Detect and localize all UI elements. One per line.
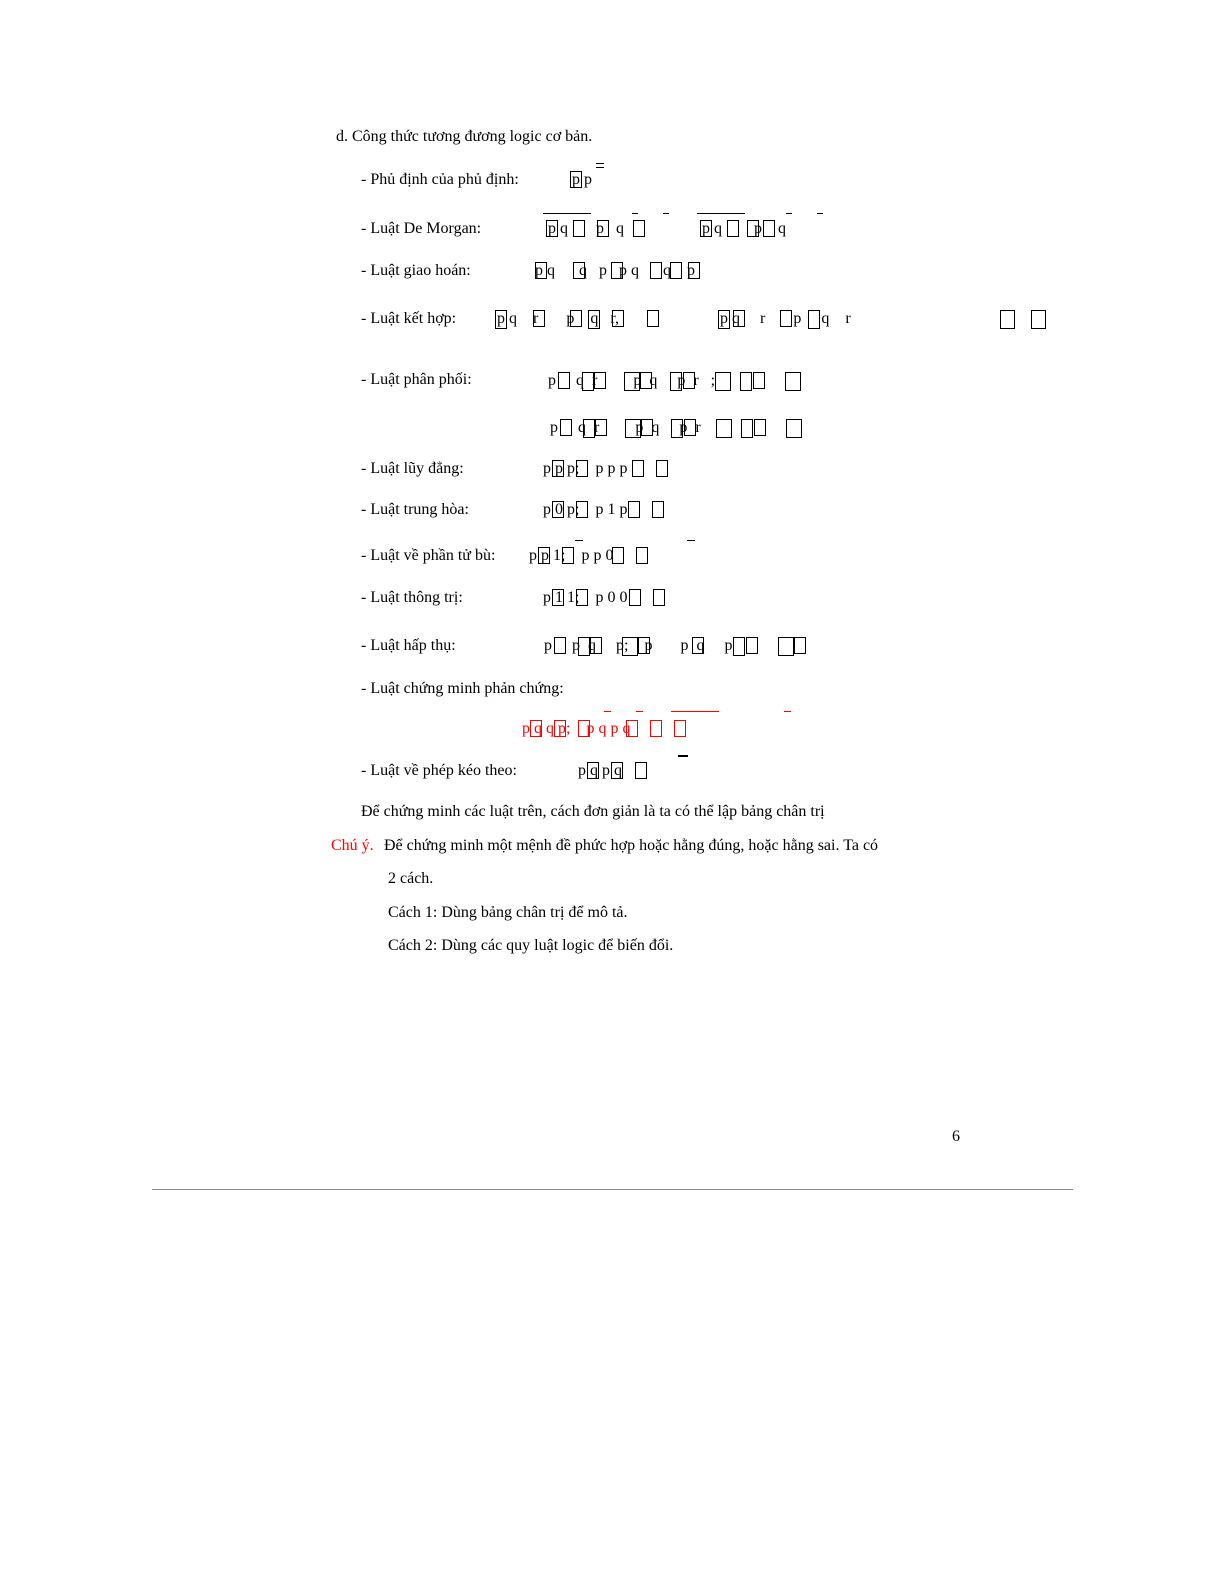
law-label-absorption: - Luật hấp thụ:	[361, 637, 456, 654]
law-label-de-morgan: - Luật De Morgan:	[361, 220, 482, 237]
law-label-contradiction: - Luật chứng minh phản chứng:	[361, 680, 564, 697]
page-number: 6	[952, 1128, 960, 1145]
law-label-double-negation: - Phủ định của phủ định:	[361, 171, 519, 188]
law-label-complement: - Luật về phần tử bù:	[361, 547, 496, 564]
law-label-distributive: - Luật phân phối:	[361, 371, 472, 388]
law-label-associative: - Luật kết hợp:	[361, 310, 457, 327]
proof-line: Để chứng minh các luật trên, cách đơn giản là ta có thể lập bảng chân trị	[361, 803, 825, 820]
unrendered-glyph-box	[1000, 310, 1015, 329]
note-line-2: Cách 1: Dùng bảng chân trị để mô tả.	[388, 904, 628, 921]
law-label-implication: - Luật về phép kéo theo:	[361, 762, 517, 779]
law-label-identity: - Luật trung hòa:	[361, 501, 469, 518]
unrendered-glyph-box	[1031, 310, 1046, 329]
section-title: d. Công thức tương đương logic cơ bản.	[336, 128, 593, 145]
note-label: Chú ý.	[331, 837, 374, 854]
note-line-3: Cách 2: Dùng các quy luật logic để biến đổi.	[388, 937, 674, 954]
law-label-domination: - Luật thông trị:	[361, 589, 463, 606]
law-label-idempotent: - Luật lũy đẳng:	[361, 460, 464, 477]
law-label-commutative: - Luật giao hoán:	[361, 262, 471, 279]
page-divider	[152, 1189, 1073, 1190]
note-line-1: 2 cách.	[388, 870, 434, 887]
note-text: Để chứng minh một mệnh đề phức hợp hoặc hằng đúng, hoặc hằng sai. Ta có	[384, 837, 879, 854]
